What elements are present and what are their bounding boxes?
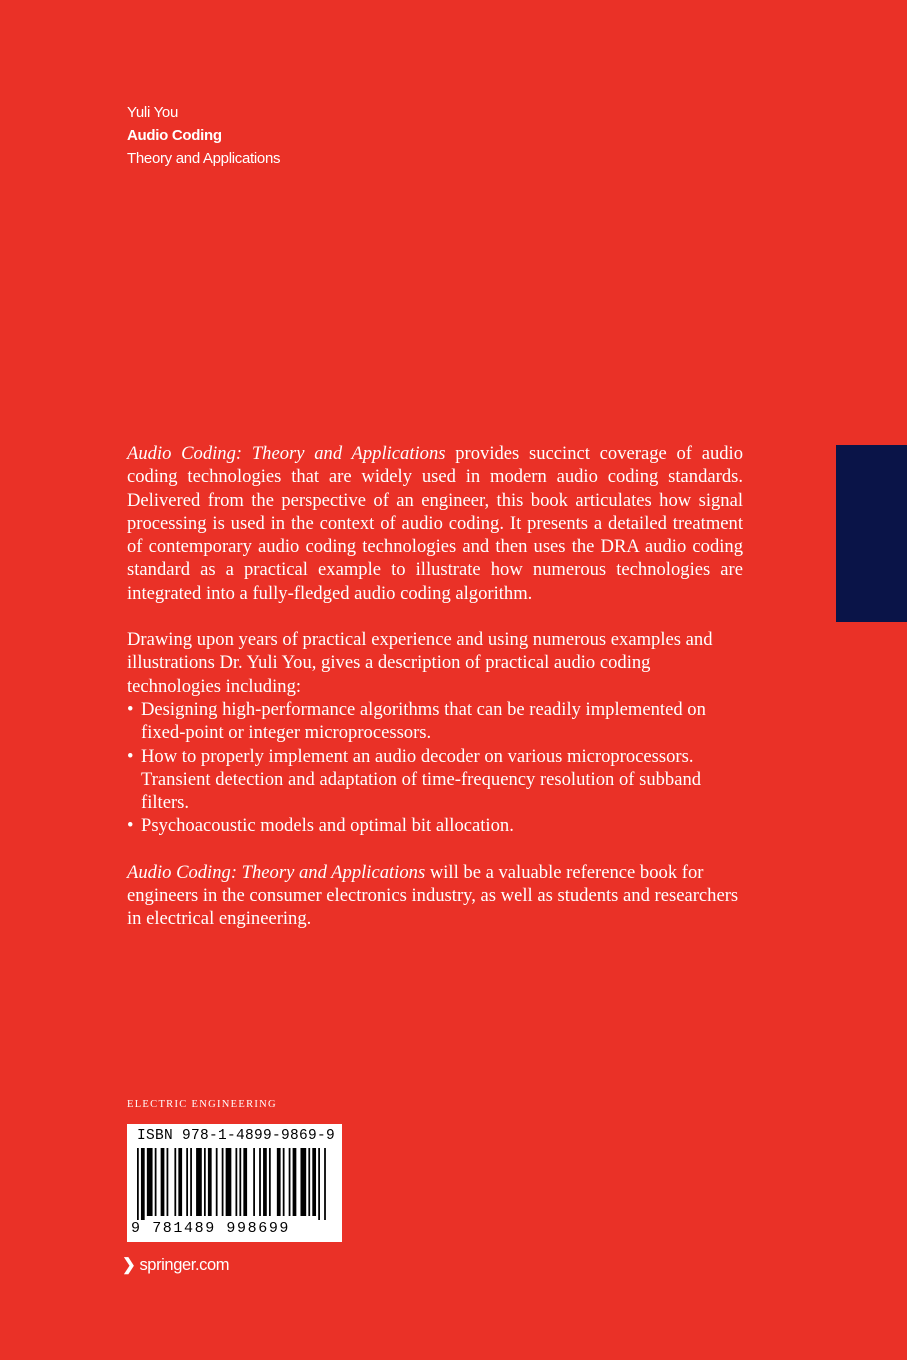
publisher-url: springer.com xyxy=(139,1256,230,1274)
barcode-bar xyxy=(283,1148,285,1216)
barcode-bar xyxy=(216,1148,218,1216)
description-paragraph-3 xyxy=(127,861,743,931)
barcode-bar xyxy=(289,1148,291,1216)
barcode-bar xyxy=(269,1148,271,1216)
barcode-bar xyxy=(186,1148,188,1216)
barcode-bar xyxy=(178,1148,182,1216)
barcode-bar xyxy=(174,1148,176,1216)
side-color-tab xyxy=(836,445,907,622)
barcode-bar xyxy=(167,1148,169,1216)
feature-list xyxy=(127,698,743,838)
description-paragraph-3-text: will be a valuable reference book for engineers in the consumer electronics industry, as well as students and researchers in electrical engineering. xyxy=(127,861,739,930)
feature-item: • Designing high-performance algorithms that can be readily implemented on fixed-point or integer microprocessors. xyxy=(127,698,743,745)
description-paragraph-1-text: provides succinct coverage of audio coding technologies that are widely used in modern audio coding standards. Delivered from the perspective of an engineer, this book articulates how signal processing is used in the context of audio coding. It presents a detailed treatment of contemporary audio coding technologies and then uses the DRA audio coding standard as a practical example to illustrate how numerous technologies are integrated into a fully-fledged audio coding algorithm. xyxy=(127,443,744,604)
barcode-bar xyxy=(259,1148,261,1216)
barcode-bar xyxy=(208,1148,212,1216)
feature-item: • How to properly implement an audio decoder on various microprocessors. Transient detection and adaptation of time-frequency resolution of subband filters. xyxy=(127,745,743,815)
barcode-bar xyxy=(204,1148,206,1216)
publisher-link[interactable] xyxy=(122,1255,229,1275)
cover-header xyxy=(127,101,280,170)
barcode-bar xyxy=(253,1148,255,1216)
isbn-barcode xyxy=(127,1124,342,1242)
barcode-bar xyxy=(155,1148,157,1216)
barcode-bar xyxy=(190,1148,192,1216)
barcode-bars xyxy=(137,1148,332,1220)
barcode-bar xyxy=(137,1148,139,1220)
barcode-bar xyxy=(277,1148,281,1216)
barcode-bar xyxy=(312,1148,316,1216)
description-title-italic: Audio Coding: Theory and Applications xyxy=(127,443,446,464)
book-subtitle: Theory and Applications xyxy=(127,150,281,167)
barcode-bar xyxy=(196,1148,202,1216)
feature-item: • Psychoacoustic models and optimal bit allocation. xyxy=(127,814,743,837)
book-title: Audio Coding xyxy=(127,127,222,144)
barcode-bar xyxy=(243,1148,247,1216)
barcode-bar xyxy=(308,1148,310,1216)
description-paragraph-2: Drawing upon years of practical experience and using numerous examples and illustrations Dr. Yuli You, gives a description of practical audio coding technologies including: xyxy=(127,629,713,697)
barcode-bar xyxy=(147,1148,153,1216)
barcode-bar xyxy=(293,1148,297,1216)
barcode-bar xyxy=(318,1148,320,1220)
barcode-bar xyxy=(141,1148,145,1220)
subject-category: ELECTRIC ENGINEERING xyxy=(127,1099,277,1110)
description-paragraph-1 xyxy=(127,442,743,605)
isbn-text: ISBN 978-1-4899-9869-9 xyxy=(137,1128,336,1144)
barcode-bar xyxy=(235,1148,237,1216)
barcode-bar xyxy=(161,1148,165,1216)
barcode-bar xyxy=(324,1148,326,1220)
description-title-italic: Audio Coding: Theory and Applications xyxy=(127,861,426,883)
barcode-bar xyxy=(226,1148,232,1216)
author-name: Yuli You xyxy=(127,104,178,121)
barcode-bar xyxy=(239,1148,241,1216)
chevron-right-icon: ❯ xyxy=(122,1256,136,1274)
book-description xyxy=(127,442,743,931)
barcode-bar xyxy=(263,1148,267,1216)
ean-digits: 9 781489 998699 xyxy=(131,1220,291,1237)
barcode-bar xyxy=(222,1148,224,1216)
barcode-bar xyxy=(300,1148,306,1216)
